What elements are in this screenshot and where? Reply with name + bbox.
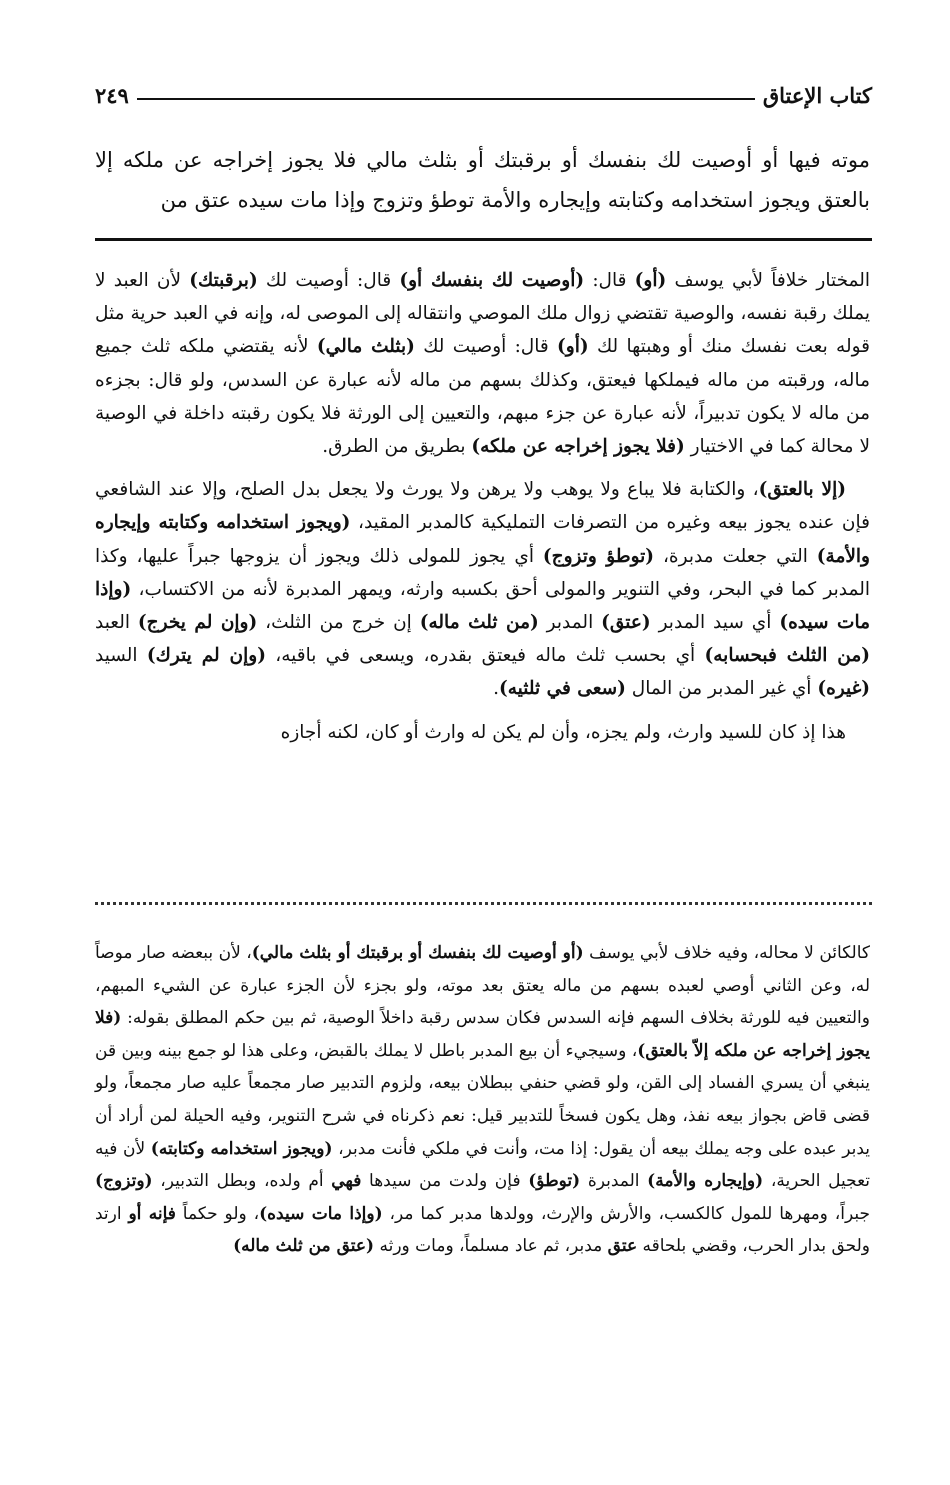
quoted-matn: عتق	[607, 1236, 638, 1257]
quoted-matn: (أو أوصيت لك بنفسك أو برقبتك أو بثلث مالي)	[251, 943, 584, 963]
hashiya-footnote	[95, 937, 870, 1263]
header-rule	[137, 98, 755, 100]
matn-paragraph: موته فيها أو أوصيت لك بنفسك أو برقبتك أو بثلث مالي فلا يجوز إخراجه عن ملكه إلا بالعتق ويجوز استخدامه وكتابته وإيجاره والأمة توطؤ وتزوج وإذا مات سيده عتق من	[95, 148, 870, 212]
chapter-title: كتاب الإعتاق	[762, 82, 872, 108]
quoted-matn: (إلا بالعتق)	[758, 479, 846, 501]
quoted-matn: فهي	[331, 1171, 362, 1192]
quoted-matn: (أو)	[634, 270, 667, 291]
quoted-matn: (توطؤ وتزوج)	[542, 545, 655, 567]
hashiya-paragraph: كالكائن لا محاله، وفيه خلاف لأبي يوسف (أو أوصيت لك بنفسك أو برقبتك أو بثلث مالي)، لأن ببعضه صار موصاً له، وعن الثاني أوصي لعبده بسهم من ماله يعتق بعد موته، ولو بجزء لأن الجزء عبارة عن الشيء المبهم، والتعيين فيه للورثة بخلاف السهم فإنه السدس فكان سدس رقبة داخلاً الوصية، ثم بين حكم المطلق بقوله: (فلا يجوز إخراجه عن ملكه إلاّ بالعتق)، وسيجيء أن بيع المدبر باطل لا يملك بالقبض، وعلى هذا لو جمع بينه وبين قن ينبغي أن يسري الفساد إلى القن، ولو قضي حنفي ببطلان بيعه، ولزوم التدبير صار مجمعاً عليه صار مجمعاً، ولو قضى قاض بجواز بيعه نفذ، وهل يكون فسخاً للتدبير قيل: نعم ذكرناه في شرح التنوير، وفيه الحيلة لمن أراد أن يدبر عبده على وجه يملك بيعه أن يقول: إذا مت، وأنت في ملكي فأنت مدبر، (ويجوز استخدامه وكتابته) لأن فيه تعجيل الحرية، (وإيجاره والأمة) المدبرة (توطؤ) فإن ولدت من سيدها فهي أم ولده، وبطل التدبير، (وتزوج) جبراً، ومهرها للمول كالكسب، والأرش والإرث، وولدها مدبر كما مر، (وإذا مات سيده)، ولو حكماً فإنه أو ارتد ولحق بدار الحرب، وقضي بلحاقه عتق مدبر، ثم عاد مسلماً، ومات ورثه (عتق من ثلث ماله)	[95, 943, 871, 1257]
matn-separator-rule	[95, 238, 872, 241]
quoted-matn: (وإذا مات سيده)	[259, 1203, 383, 1224]
quoted-matn: (فلا يجوز إخراجه عن ملكه إلاّ بالعتق)	[95, 1008, 870, 1061]
quoted-matn: (أوصيت لك بنفسك أو)	[399, 270, 585, 291]
quoted-matn: (وإن لم يترك)	[146, 645, 266, 667]
quoted-matn: (ويجوز استخدامه وكتابته)	[150, 1138, 333, 1159]
sharh-paragraph-2: (إلا بالعتق)، والكتابة فلا يباع ولا يوهب ولا يرهن ولا يورث ولا يجعل بدل الصلح، وإلا عند الشافعي فإن عنده يجوز بيعه وغيره من التصرفات التمليكية كالمدبر المقيد، (ويجوز استخدامه وكتابته وإيجاره والأمة) التي جعلت مدبرة، (توطؤ وتزوج) أي يجوز للمولى ذلك ويجوز أن يزوجها جبراً عليها، وكذا المدبر كما في البحر، وفي التنوير والمولى أحق بكسبه وارثه، ويمهر المدبرة لأنه من الاكتساب، (وإذا مات سيده) أي سيد المدبر (عتق) المدبر (من ثلث ماله) إن خرج من الثلث، (وإن لم يخرج) العبد (من الثلث فبحسابه) أي بحسب ثلث ماله فيعتق بقدره، ويسعى في باقيه، (وإن لم يترك) السيد (غيره) أي غير المدبر من المال (سعى في ثلثيه).	[95, 479, 870, 700]
footnote-dotted-separator	[95, 902, 872, 915]
quoted-matn: (سعى في ثلثيه)	[499, 678, 626, 700]
quoted-matn: (وإن لم يخرج)	[137, 612, 258, 634]
quoted-matn: (وإيجاره والأمة)	[647, 1171, 764, 1192]
quoted-matn: (توطؤ)	[528, 1171, 581, 1192]
quoted-matn: (من ثلث ماله)	[419, 612, 539, 634]
quoted-matn: (أو)	[557, 336, 589, 358]
quoted-matn: (وإذا مات سيده)	[95, 578, 870, 634]
quoted-matn: (عتق من ثلث ماله)	[233, 1236, 375, 1257]
quoted-matn: (ويجوز استخدامه وكتابته وإيجاره والأمة)	[95, 512, 870, 567]
page-number: ٢٤٩	[95, 82, 129, 108]
quoted-matn: (عتق)	[601, 612, 651, 634]
running-header	[95, 80, 872, 110]
quoted-matn: (وتزوج)	[95, 1171, 153, 1192]
sharh-paragraph-3: هذا إذ كان للسيد وارث، ولم يجزه، وأن لم يكن له وارث أو كان، لكنه أجازه	[280, 721, 846, 743]
sharh-commentary	[95, 264, 870, 749]
quoted-matn: (من الثلث فبحسابه)	[704, 645, 870, 667]
quoted-matn: (فلا يجوز إخراجه عن ملكه)	[471, 436, 685, 458]
quoted-matn: (غيره)	[817, 678, 870, 700]
quoted-matn: (برقبتك)	[189, 270, 258, 291]
sharh-paragraph-1: المختار خلافاً لأبي يوسف (أو) قال: (أوصيت لك بنفسك أو) قال: أوصيت لك (برقبتك) لأن العبد لا يملك رقبة نفسه، والوصية تقتضي زوال ملك الموصي وانتقاله إلى الموصى له، وإنه في العبد حرية مثل قوله بعت نفسك منك أو وهبتها لك (أو) قال: أوصيت لك (بثلث مالي) لأنه يقتضي ملكه ثلث جميع ماله، ورقبته من ماله فيملكها فيعتق، وكذلك بسهم من ماله لأنه عبارة عن السدس، ولو قال: بجزءه من ماله لا يكون تدبيراً، لأنه عبارة عن جزء مبهم، والتعيين إلى الورثة فلا يكون رقبته داخلة في الوصية لا محالة كما في الاختيار (فلا يجوز إخراجه عن ملكه) بطريق من الطرق.	[95, 270, 871, 458]
quoted-matn: (بثلث مالي)	[316, 336, 415, 358]
quoted-matn: فإنه أو	[128, 1203, 176, 1224]
matn-text	[95, 140, 870, 220]
